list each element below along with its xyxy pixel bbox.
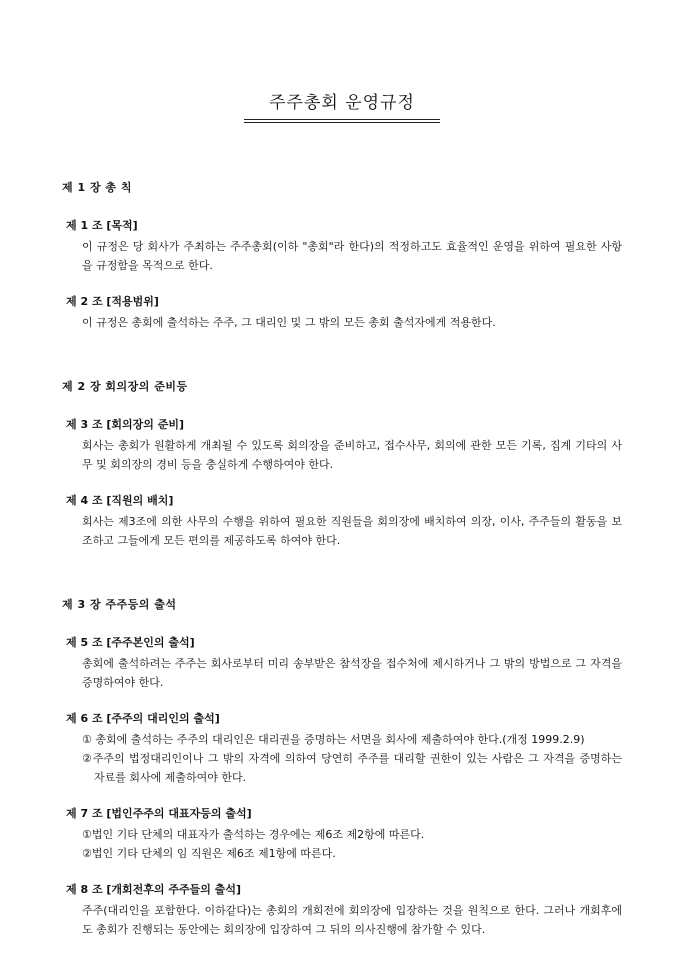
article-4-text: 회사는 제3조에 의한 사무의 수행을 위하여 필요한 직원들을 회의장에 배치하여 의장, 이사, 주주들의 활동을 보조하고 그들에게 모든 편의를 제공하도록 하여야 한다. xyxy=(82,515,622,547)
title-block xyxy=(62,88,622,123)
chapter-spacer xyxy=(62,350,622,378)
article-8-body xyxy=(66,901,622,939)
article-7-heading: 제 7 조 [법인주주의 대표자등의 출석] xyxy=(66,807,252,820)
article-5-heading: 제 5 조 [주주본인의 출석] xyxy=(66,636,195,649)
chapter-2-heading: 제 2 장 회의장의 준비등 xyxy=(62,380,188,393)
article-3 xyxy=(66,416,622,474)
article-1-body xyxy=(66,237,622,275)
article-5-text: 총회에 출석하려는 주주는 회사로부터 미리 송부받은 참석장을 접수처에 제시하거나 그 밖의 방법으로 그 자격을 증명하여야 한다. xyxy=(82,657,622,689)
article-1 xyxy=(66,217,622,275)
article-6-item-1: ① 총회에 출석하는 주주의 대리인은 대리권을 증명하는 서면을 회사에 제출하여야 한다.(개정 1999.2.9) xyxy=(82,733,585,746)
article-6-heading: 제 6 조 [주주의 대리인의 출석] xyxy=(66,712,220,725)
article-1-text: 이 규정은 당 회사가 주최하는 주주총회(이하 "총회"라 한다)의 적정하고도 효율적인 운영을 위하여 필요한 사항을 규정함을 목적으로 한다. xyxy=(82,240,622,272)
chapter-3-heading: 제 3 장 주주등의 출석 xyxy=(62,598,177,611)
title-double-underline xyxy=(244,119,440,123)
article-7-item-2: ②법인 기타 단체의 임 직원은 제6조 제1항에 따른다. xyxy=(82,847,336,860)
article-6-body xyxy=(66,730,622,787)
article-4 xyxy=(66,492,622,550)
article-3-heading: 제 3 조 [회의장의 준비] xyxy=(66,418,185,431)
article-4-heading: 제 4 조 [직원의 배치] xyxy=(66,494,174,507)
article-4-body xyxy=(66,512,622,550)
article-3-body xyxy=(66,436,622,474)
article-7-item-1: ①법인 기타 단체의 대표자가 출석하는 경우에는 제6조 제2항에 따른다. xyxy=(82,828,425,841)
article-5 xyxy=(66,634,622,692)
article-7-body xyxy=(66,825,622,863)
article-2-body xyxy=(66,313,622,332)
chapter-1-heading: 제 1 장 총 칙 xyxy=(62,181,132,194)
article-8-heading: 제 8 조 [개회전후의 주주들의 출석] xyxy=(66,883,241,896)
article-6-item-2: ②주주의 법정대리인이나 그 밖의 자격에 의하여 당연히 주주를 대리할 권한이 있는 사람은 그 자격을 증명하는 자료를 회사에 제출하여야 한다. xyxy=(82,752,622,784)
article-8-text: 주주(대리인을 포함한다. 이하같다)는 총회의 개회전에 회의장에 입장하는 것을 원칙으로 한다. 그러나 개회후에도 총회가 진행되는 동안에는 회의장에 입장하여 그 뒤의 의사진행에 참가할 수 있다. xyxy=(82,904,622,936)
article-1-heading: 제 1 조 [목적] xyxy=(66,219,138,232)
article-2-heading: 제 2 조 [적용범위] xyxy=(66,295,159,308)
article-2-text: 이 규정은 총회에 출석하는 주주, 그 대리인 및 그 밖의 모든 총회 출석자에게 적용한다. xyxy=(82,316,496,329)
article-7 xyxy=(66,805,622,863)
page-title: 주주총회 운영규정 xyxy=(269,93,415,113)
chapter-spacer xyxy=(62,568,622,596)
article-5-body xyxy=(66,654,622,692)
article-8 xyxy=(66,881,622,939)
article-3-text: 회사는 총회가 원활하게 개최될 수 있도록 회의장을 준비하고, 접수사무, 회의에 관한 모든 기록, 집계 기타의 사무 및 회의장의 경비 등을 충실하게 수행하여야 한다. xyxy=(82,439,622,471)
article-6 xyxy=(66,710,622,787)
article-2 xyxy=(66,293,622,332)
